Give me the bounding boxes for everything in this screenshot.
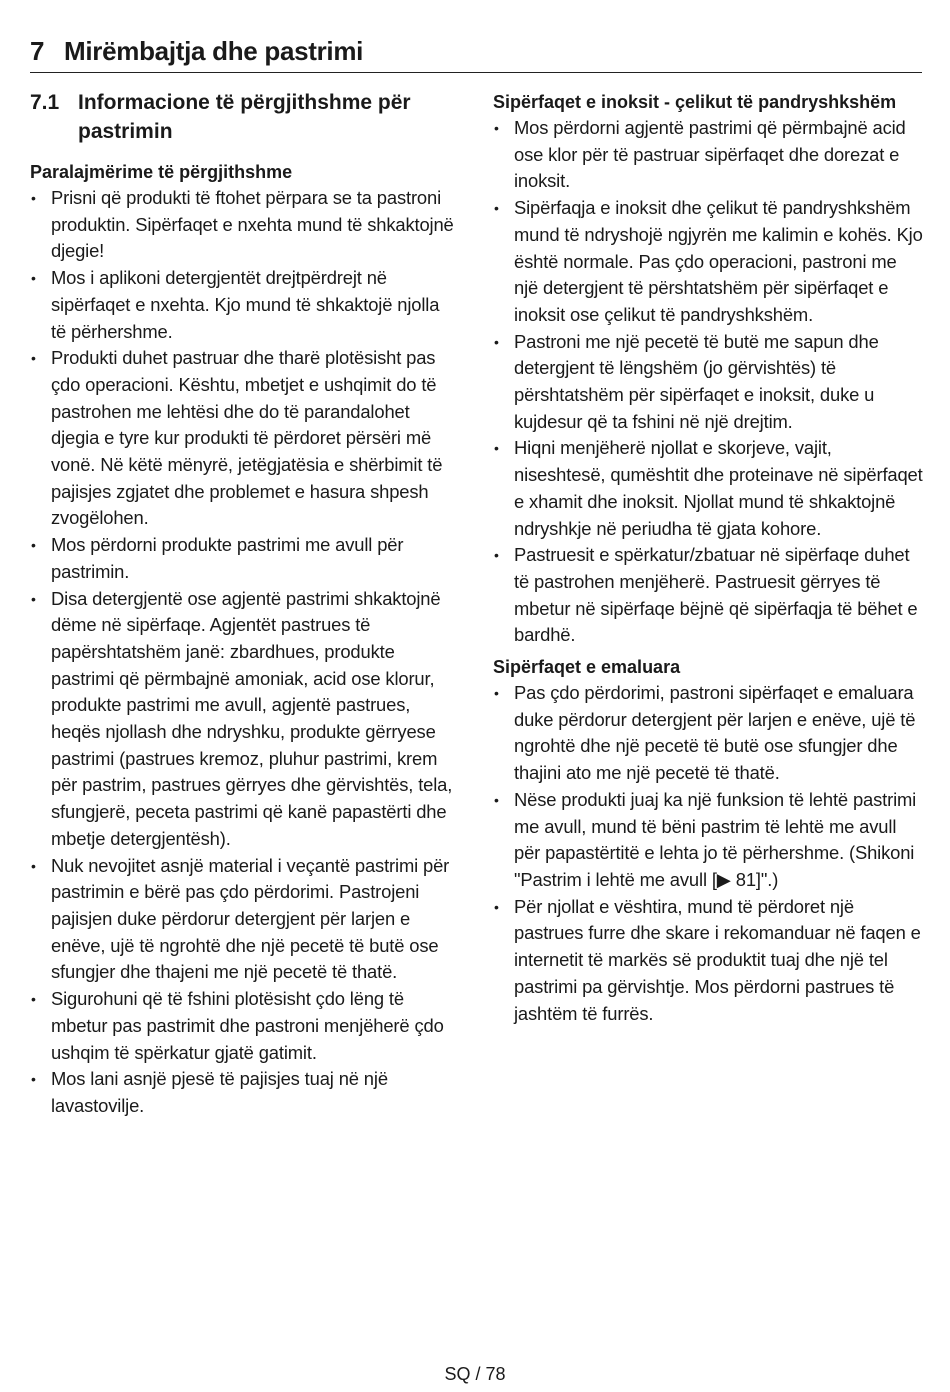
list-item: • Hiqni menjëherë njollat e skorjeve, vajit, niseshtesë, qumështit dhe proteinave në sipërfaqet e xhamit dhe inoksit. Njollat mund të shkaktojnë ndryshkje në periudha të gjata kohore. bbox=[493, 435, 923, 542]
list-item: • Pas çdo përdorimi, pastroni sipërfaqet e emaluara duke përdorur detergjent për larjen e enëve, ujë të ngrohtë dhe një pecetë të butë ose sfungjer dhe thajini ato me një pecetë të thatë. bbox=[493, 680, 923, 787]
enamel-list bbox=[493, 680, 923, 1027]
general-warnings-list bbox=[30, 185, 458, 1120]
list-item: • Mos lani asnjë pjesë të pajisjes tuaj në një lavastovilje. bbox=[30, 1066, 458, 1119]
list-item: • Mos i aplikoni detergjentët drejtpërdrejt në sipërfaqet e nxehta. Kjo mund të shkaktojë njolla të përhershme. bbox=[30, 265, 458, 345]
list-item: • Nuk nevojitet asnjë material i veçantë pastrimi për pastrimin e bërë pas çdo përdorimi. Pastrojeni pajisjen duke përdorur detergjent për larjen e enëve, ujë të ngrohtë dhe një pecetë të butë ose sfungjer dhe thajeni me një pecetë të thatë. bbox=[30, 853, 458, 987]
list-item: • Mos përdorni agjentë pastrimi që përmbajnë acid ose klor për të pastruar sipërfaqet dhe dorezat e inoksit. bbox=[493, 115, 923, 195]
list-item: • Disa detergjentë ose agjentë pastrimi shkaktojnë dëme në sipërfaqe. Agjentët pastrues të papërshtatshëm janë: zbardhues, produkte pastrimi që përmbajnë amoniak, acid ose klorur, produkte pastrimi me avull, agjentë pastrues, heqës njollash dhe ndryshku, produkte gërryese pastrimi (pastrues kremoz, pluhur pastrimi, krem për pastrim, pastrues gërryes dhe gërvishtës, tela, sfungjerë, peceta pastrimi që kanë papastërti dhe mbetje detergjentësh). bbox=[30, 586, 458, 853]
list-item: • Pastruesit e spërkatur/zbatuar në sipërfaqe duhet të pastrohen menjëherë. Pastruesit gërryes të mbetur në sipërfaqe bëjnë që sipërfaqja të bëhet e bardhë. bbox=[493, 542, 923, 649]
general-warnings-heading: Paralajmërime të përgjithshme bbox=[30, 162, 293, 182]
list-item: • Nëse produkti juaj ka një funksion të lehtë pastrimi me avull, mund të bëni pastrim të lehtë me avull për papastërtitë e lehta jo të përhershme. (Shikoni "Pastrim i lehtë me avull [▶ 81]".) bbox=[493, 787, 923, 894]
left-column bbox=[30, 88, 458, 1120]
page-number: SQ / 78 bbox=[444, 1364, 506, 1384]
list-item: • Prisni që produkti të ftohet përpara se ta pastroni produktin. Sipërfaqet e nxehta mund të shkaktojnë djegie! bbox=[30, 185, 458, 265]
list-item: • Sigurohuni që të fshini plotësisht çdo lëng të mbetur pas pastrimit dhe pastroni menjëherë çdo ushqim të spërkatur gjatë gatimit. bbox=[30, 986, 458, 1066]
stainless-list bbox=[493, 115, 923, 649]
chapter-title: Mirëmbajtja dhe pastrimi bbox=[64, 36, 364, 66]
stainless-heading: Sipërfaqet e inoksit - çelikut të pandryshkshëm bbox=[493, 92, 897, 112]
section-heading bbox=[30, 88, 458, 146]
list-item: • Sipërfaqja e inoksit dhe çelikut të pandryshkshëm mund të ndryshojë ngjyrën me kalimin e kohës. Kjo është normale. Pas çdo operacioni, pastroni me një detergjent të përshtatshëm për sipërfaqet e inoksit ose çelikut të pandryshkshëm. bbox=[493, 195, 923, 329]
chapter-number: 7 bbox=[30, 36, 45, 66]
enamel-heading: Sipërfaqet e emaluara bbox=[493, 657, 681, 678]
section-title: Informacione të përgjithshme për pastrimin bbox=[78, 91, 411, 143]
list-item: • Për njollat e vështira, mund të përdoret një pastrues furre dhe skare i rekomanduar në faqen e internetit të markës së produktit tuaj dhe një tel pastrimi pa gërvishtje. Mos përdorni pastrues të jashtëm të furrës. bbox=[493, 894, 923, 1028]
list-item: • Pastroni me një pecetë të butë me sapun dhe detergjent të lëngshëm (jo gërvishtës) të përshtatshëm për sipërfaqet e inoksit, duke u kujdesur që ta fshini në një drejtim. bbox=[493, 329, 923, 436]
right-column bbox=[493, 89, 923, 1027]
list-item: • Produkti duhet pastruar dhe tharë plotësisht pas çdo operacioni. Kështu, mbetjet e ushqimit do të pastrohen me lehtësi dhe do të parandalohet djegia e tyre kur produkti të përdoret përsëri më vonë. Në këtë mënyrë, jetëgjatësia e shërbimit të pajisjes zgjatet dhe problemet e hasura shpesh zvogëlohen. bbox=[30, 345, 458, 532]
chapter-heading bbox=[30, 36, 922, 73]
section-number: 7.1 bbox=[30, 91, 60, 114]
list-item: • Mos përdorni produkte pastrimi me avull për pastrimin. bbox=[30, 532, 458, 585]
